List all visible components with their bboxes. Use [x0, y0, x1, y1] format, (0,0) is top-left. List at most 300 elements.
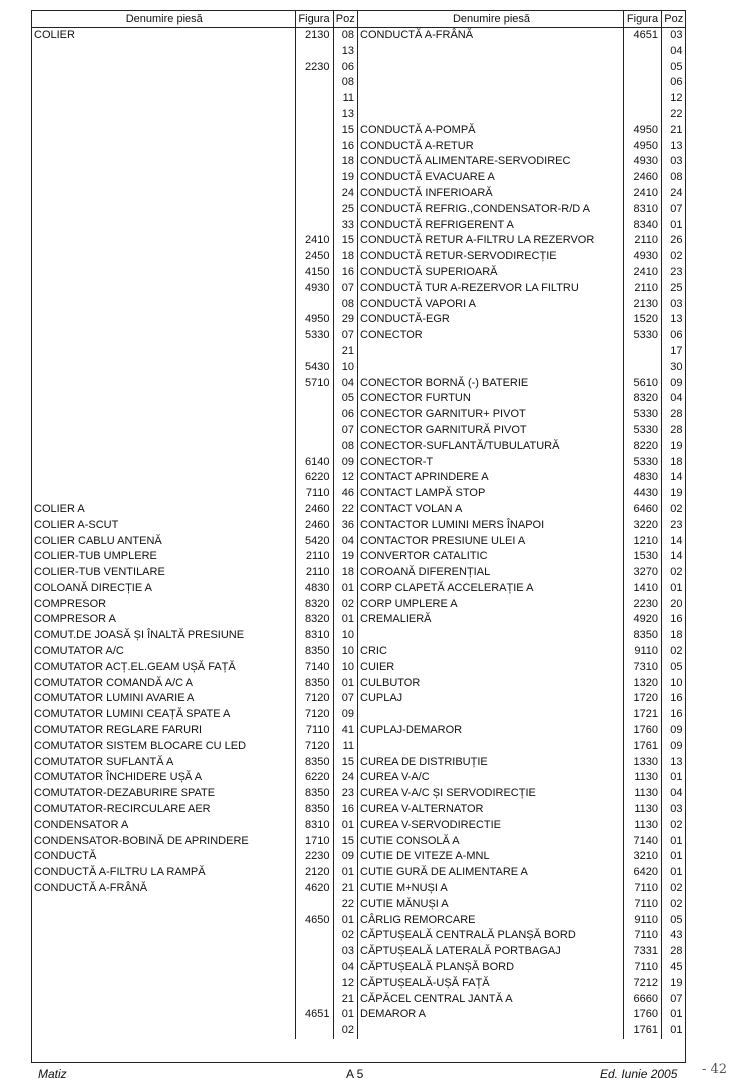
position-number: 26 [662, 233, 686, 249]
part-name [32, 265, 295, 281]
figure-number: 2110 [295, 549, 333, 565]
figure-number: 4830 [624, 470, 662, 486]
figure-number: 1530 [624, 549, 662, 565]
figure-number: 7110 [624, 960, 662, 976]
figure-number: 7140 [295, 660, 333, 676]
position-number: 06 [662, 328, 686, 344]
figure-number: 8350 [295, 676, 333, 692]
figure-number: 8320 [624, 391, 662, 407]
table-row [358, 1007, 686, 1023]
part-name: CONECTOR-T [360, 455, 434, 468]
table-row [32, 612, 357, 628]
table-header [32, 11, 357, 28]
table-row [358, 581, 686, 597]
part-name [32, 91, 295, 107]
figure-number: 1410 [624, 581, 662, 597]
position-number: 41 [333, 723, 357, 739]
part-name: CUTIE MĂNUȘI A [360, 897, 449, 910]
figure-number: 1130 [624, 802, 662, 818]
figure-number: 2110 [624, 233, 662, 249]
position-number: 08 [333, 28, 357, 44]
part-name: COMUTATOR SISTEM BLOCARE CU LED [34, 739, 247, 752]
part-name: CONDUCTĂ ALIMENTARE-SERVODIREC [360, 155, 571, 168]
figure-number: 2410 [624, 186, 662, 202]
table-row [358, 612, 686, 628]
position-number: 19 [333, 170, 357, 186]
position-number: 02 [662, 644, 686, 660]
table-row [358, 534, 686, 550]
figure-number: 4430 [624, 486, 662, 502]
part-name: CONECTOR-SUFLANTĂ/TUBULATURĂ [360, 439, 560, 452]
table-row [358, 518, 686, 534]
part-name: CUTIE CONSOLĂ A [360, 834, 460, 847]
table-row [32, 218, 357, 234]
table-row [32, 297, 357, 313]
figure-number: 1720 [624, 691, 662, 707]
position-number: 07 [333, 328, 357, 344]
position-number: 06 [662, 75, 686, 91]
table-row [358, 360, 686, 376]
part-name: COMUTATOR LUMINI CEAȚĂ SPATE A [34, 708, 231, 721]
part-name [32, 976, 295, 992]
figure-number: 9110 [624, 644, 662, 660]
position-number: 17 [662, 344, 686, 360]
part-name [32, 913, 295, 929]
figure-number: 7110 [295, 486, 333, 502]
part-name: CUPLAJ [360, 692, 403, 705]
figure-number: 2410 [624, 265, 662, 281]
figure-number: 2460 [624, 170, 662, 186]
position-number: 07 [333, 423, 357, 439]
table-row [32, 455, 357, 471]
table-row [32, 170, 357, 186]
table-row [32, 249, 357, 265]
figure-number: 8310 [624, 202, 662, 218]
table-row [32, 534, 357, 550]
figure-number: 1721 [624, 707, 662, 723]
table-row [358, 470, 686, 486]
figure-number [295, 391, 333, 407]
table-row [32, 407, 357, 423]
figure-number [295, 439, 333, 455]
table-row [358, 312, 686, 328]
table-row [358, 60, 686, 76]
figure-number: 2110 [624, 281, 662, 297]
part-name [32, 44, 295, 60]
part-name: CONDUCTĂ EVACUARE A [360, 171, 495, 184]
position-number: 01 [333, 612, 357, 628]
figure-number: 1520 [624, 312, 662, 328]
figure-number: 8340 [624, 218, 662, 234]
part-name: CUREA V-A/C [360, 771, 430, 784]
table-row [358, 628, 686, 644]
part-name [32, 233, 295, 249]
position-number: 18 [333, 154, 357, 170]
table-row [32, 233, 357, 249]
position-number: 05 [662, 913, 686, 929]
figure-number: 1130 [624, 786, 662, 802]
position-number: 07 [662, 992, 686, 1008]
header-poz: Poz [662, 11, 686, 28]
figure-number: 7110 [624, 897, 662, 913]
position-number: 06 [333, 407, 357, 423]
table-row [358, 676, 686, 692]
position-number: 10 [333, 628, 357, 644]
table-row [32, 265, 357, 281]
figure-number: 8320 [295, 612, 333, 628]
figure-number [295, 423, 333, 439]
figure-number: 8310 [295, 818, 333, 834]
table-row [358, 992, 686, 1008]
figure-number: 5330 [295, 328, 333, 344]
table-row [32, 423, 357, 439]
part-name: CORP UMPLERE A [360, 597, 458, 610]
part-name [32, 312, 295, 328]
position-number: 14 [662, 470, 686, 486]
part-name: CONDUCTĂ INFERIOARĂ [360, 186, 493, 199]
part-name [358, 628, 624, 644]
position-number: 09 [662, 376, 686, 392]
figure-number: 8350 [295, 755, 333, 771]
figure-number: 7140 [624, 834, 662, 850]
position-number: 02 [662, 818, 686, 834]
position-number: 43 [662, 928, 686, 944]
position-number: 25 [662, 281, 686, 297]
position-number: 04 [333, 960, 357, 976]
part-name: CONVERTOR CATALITIC [360, 550, 488, 563]
part-name [358, 44, 624, 60]
figure-number: 5610 [624, 376, 662, 392]
part-name: CONDUCTĂ SUPERIOARĂ [360, 265, 498, 278]
part-name [32, 249, 295, 265]
position-number: 08 [662, 170, 686, 186]
part-name: CORP CLAPETĂ ACCELERAȚIE A [360, 581, 534, 594]
header-poz: Poz [333, 11, 357, 28]
table-row [32, 91, 357, 107]
figure-number: 4920 [624, 612, 662, 628]
position-number: 09 [333, 707, 357, 723]
part-name [32, 470, 295, 486]
position-number: 20 [662, 597, 686, 613]
position-number: 33 [333, 218, 357, 234]
position-number: 08 [333, 439, 357, 455]
table-row [358, 233, 686, 249]
part-name: CONDUCTĂ A-FRÂNĂ [360, 29, 474, 41]
figure-number: 1761 [624, 1023, 662, 1039]
position-number: 19 [333, 549, 357, 565]
figure-number: 6420 [624, 865, 662, 881]
table-row [358, 186, 686, 202]
table-row [358, 723, 686, 739]
table-row [32, 644, 357, 660]
position-number: 02 [333, 928, 357, 944]
part-name [358, 707, 624, 723]
part-name: CONDUCTĂ A-FILTRU LA RAMPĂ [34, 866, 206, 879]
part-name [358, 60, 624, 76]
table-row [32, 75, 357, 91]
position-number: 12 [333, 470, 357, 486]
figure-number: 6660 [624, 992, 662, 1008]
part-name: COMUTATOR REGLARE FARURI [34, 724, 203, 737]
position-number: 18 [333, 249, 357, 265]
table-row [32, 913, 357, 929]
position-number: 45 [662, 960, 686, 976]
table-row [32, 976, 357, 992]
table-row [32, 802, 357, 818]
position-number: 03 [333, 944, 357, 960]
table-row [32, 755, 357, 771]
position-number: 13 [333, 107, 357, 123]
position-number: 01 [333, 1007, 357, 1023]
figure-number [295, 344, 333, 360]
figure-number: 2120 [295, 865, 333, 881]
table-row [358, 44, 686, 60]
part-name [358, 107, 624, 123]
part-name: DEMAROR A [360, 1008, 427, 1021]
table-row [358, 928, 686, 944]
part-name [32, 486, 295, 502]
part-name: CĂPTUȘEALĂ LATERALĂ PORTBAGAJ [360, 945, 561, 958]
table-row [358, 28, 686, 44]
position-number: 09 [662, 723, 686, 739]
part-name: CUREA V-A/C ȘI SERVODIRECȚIE [360, 787, 536, 800]
handwritten-page-mark: - 42 [702, 1062, 728, 1077]
table-row [358, 644, 686, 660]
figure-number: 1710 [295, 834, 333, 850]
position-number: 01 [333, 676, 357, 692]
part-name [32, 123, 295, 139]
part-name: CULBUTOR [360, 676, 421, 689]
part-name: COMUTATOR SUFLANTĂ A [34, 755, 174, 768]
table-row [358, 1023, 686, 1039]
position-number: 02 [662, 881, 686, 897]
figure-number [295, 218, 333, 234]
figure-number [295, 297, 333, 313]
position-number: 21 [333, 992, 357, 1008]
position-number: 25 [333, 202, 357, 218]
table-row [358, 660, 686, 676]
part-name [32, 928, 295, 944]
figure-number: 5330 [624, 423, 662, 439]
position-number: 22 [333, 897, 357, 913]
position-number: 28 [662, 944, 686, 960]
figure-number: 4950 [624, 123, 662, 139]
part-name: COROANĂ DIFERENȚIAL [360, 566, 491, 579]
position-number: 22 [662, 107, 686, 123]
position-number: 07 [662, 202, 686, 218]
part-name: CRIC [360, 645, 387, 658]
table-row [32, 486, 357, 502]
part-name [358, 739, 624, 755]
header-name: Denumire piesă [358, 11, 624, 28]
table-row [358, 439, 686, 455]
part-name: CONDUCTĂ [34, 850, 97, 863]
part-name: CUPLAJ-DEMAROR [360, 724, 463, 737]
position-number: 03 [662, 802, 686, 818]
position-number: 12 [662, 91, 686, 107]
part-name: CONDUCTĂ REFRIG.,CONDENSATOR-R/D A [360, 202, 590, 215]
figure-number: 1210 [624, 534, 662, 550]
part-name: COLOANĂ DIRECȚIE A [34, 581, 152, 594]
table-row [32, 518, 357, 534]
table-row [358, 597, 686, 613]
part-name: COMUTATOR ÎNCHIDERE UȘĂ A [34, 771, 203, 784]
position-number: 10 [333, 644, 357, 660]
table-row [32, 28, 357, 44]
figure-number: 2410 [295, 233, 333, 249]
table-row [358, 786, 686, 802]
figure-number [295, 944, 333, 960]
position-number: 01 [662, 849, 686, 865]
table-row [358, 549, 686, 565]
table-row [358, 976, 686, 992]
table-row [358, 834, 686, 850]
figure-number: 4150 [295, 265, 333, 281]
part-name: CONECTOR [360, 329, 423, 342]
table-row [358, 202, 686, 218]
table-row [358, 91, 686, 107]
position-number: 18 [333, 565, 357, 581]
position-number: 04 [333, 376, 357, 392]
left-parts-table [32, 11, 357, 1039]
position-number: 07 [333, 281, 357, 297]
figure-number: 2230 [624, 597, 662, 613]
position-number: 01 [662, 1007, 686, 1023]
header-figura: Figura [295, 11, 333, 28]
part-name [32, 376, 295, 392]
part-name: CONDUCTĂ-EGR [360, 313, 450, 326]
table-row [358, 770, 686, 786]
part-name: CUIER [360, 660, 395, 673]
table-row [32, 676, 357, 692]
position-number: 28 [662, 423, 686, 439]
position-number: 21 [333, 881, 357, 897]
position-number: 24 [333, 770, 357, 786]
position-number: 09 [333, 455, 357, 471]
figure-number: 2460 [295, 502, 333, 518]
figure-number: 2110 [295, 565, 333, 581]
part-name: CONTACT LAMPĂ STOP [360, 487, 486, 500]
part-name: CONDUCTĂ VAPORI A [360, 297, 476, 310]
table-row [358, 802, 686, 818]
figure-number: 7120 [295, 691, 333, 707]
figure-number [295, 976, 333, 992]
figure-number: 5330 [624, 407, 662, 423]
figure-number: 7110 [624, 928, 662, 944]
part-name [32, 328, 295, 344]
figure-number: 8320 [295, 597, 333, 613]
figure-number [295, 75, 333, 91]
position-number: 09 [333, 849, 357, 865]
table-row [358, 818, 686, 834]
part-name: COLIER-TUB VENTILARE [34, 566, 165, 579]
part-name: CONECTOR BORNĂ (-) BATERIE [360, 376, 529, 389]
position-number: 14 [662, 549, 686, 565]
position-number: 22 [333, 502, 357, 518]
part-name: CUTIE GURĂ DE ALIMENTARE A [360, 866, 528, 879]
table-row [358, 123, 686, 139]
figure-number: 8350 [624, 628, 662, 644]
position-number: 01 [333, 913, 357, 929]
table-row [358, 407, 686, 423]
footer-page-number: A 5 [346, 1067, 364, 1081]
position-number: 05 [662, 660, 686, 676]
position-number: 10 [662, 676, 686, 692]
position-number: 21 [333, 344, 357, 360]
table-row [358, 249, 686, 265]
position-number: 16 [662, 691, 686, 707]
figure-number: 6220 [295, 770, 333, 786]
position-number: 03 [662, 28, 686, 44]
table-row [32, 944, 357, 960]
position-number: 01 [662, 834, 686, 850]
right-parts-table [357, 11, 686, 1039]
part-name: CONDUCTĂ A-RETUR [360, 139, 474, 152]
figure-number: 8220 [624, 439, 662, 455]
table-row [358, 170, 686, 186]
figure-number [295, 407, 333, 423]
part-name: CÂRLIG REMORCARE [360, 913, 476, 926]
table-row [358, 265, 686, 281]
figure-number: 2230 [295, 60, 333, 76]
part-name: CUREA V-ALTERNATOR [360, 803, 484, 816]
position-number: 19 [662, 976, 686, 992]
position-number: 02 [662, 502, 686, 518]
table-row [358, 486, 686, 502]
figure-number: 5710 [295, 376, 333, 392]
part-name [32, 960, 295, 976]
table-row [32, 897, 357, 913]
part-name: COMPRESOR [34, 597, 107, 610]
position-number: 15 [333, 233, 357, 249]
position-number: 13 [333, 44, 357, 60]
figure-number [295, 1023, 333, 1039]
table-row [32, 786, 357, 802]
position-number: 02 [333, 1023, 357, 1039]
figure-number: 3220 [624, 518, 662, 534]
part-name: COLIER-TUB UMPLERE [34, 550, 157, 563]
part-name: CONDUCTĂ A-POMPĂ [360, 123, 476, 136]
figure-number: 6220 [295, 470, 333, 486]
figure-number [624, 60, 662, 76]
table-row [32, 581, 357, 597]
header-name: Denumire piesă [32, 11, 295, 28]
figure-number [624, 44, 662, 60]
position-number: 19 [662, 439, 686, 455]
part-name: COMUTATOR-DEZABURIRE SPATE [34, 787, 216, 800]
table-row [358, 565, 686, 581]
part-name: COMUTATOR COMANDĂ A/C A [34, 676, 193, 689]
part-name: CUTIE DE VITEZE A-MNL [360, 850, 490, 863]
part-name [32, 139, 295, 155]
figure-number [624, 107, 662, 123]
figure-number: 8350 [295, 802, 333, 818]
table-row [32, 139, 357, 155]
part-name: COMUTATOR-RECIRCULARE AER [34, 803, 211, 816]
position-number: 02 [333, 597, 357, 613]
figure-number: 2230 [295, 849, 333, 865]
part-name: CUREA DE DISTRIBUȚIE [360, 755, 488, 768]
figure-number: 7110 [624, 881, 662, 897]
table-row [32, 849, 357, 865]
part-name: CONECTOR GARNITURĂ PIVOT [360, 423, 527, 436]
table-row [358, 75, 686, 91]
part-name: CONDENSATOR A [34, 818, 129, 831]
position-number: 01 [333, 865, 357, 881]
part-name [32, 391, 295, 407]
part-name: COLIER A [34, 502, 85, 515]
part-name [32, 154, 295, 170]
